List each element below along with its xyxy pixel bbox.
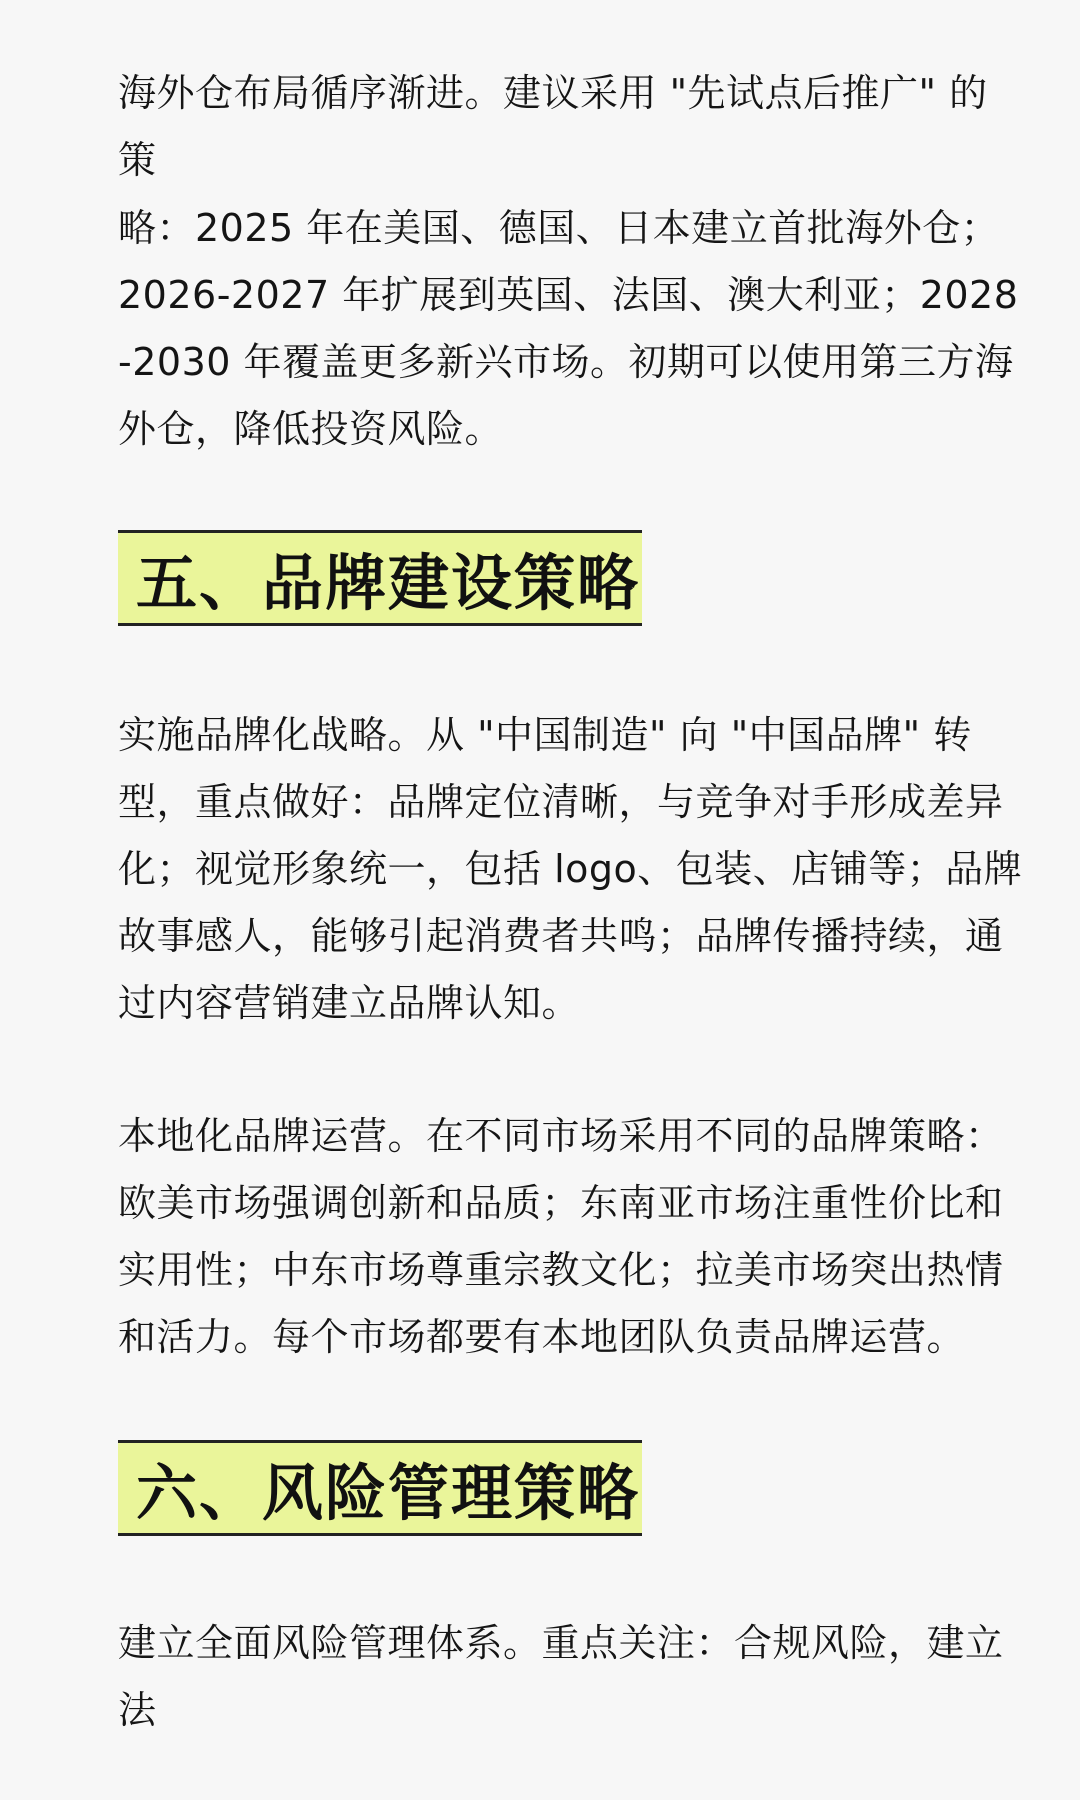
section-heading-brand-strategy: 五、品牌建设策略 [118,530,642,626]
paragraph-warehouse-plan: 略：2025 年在美国、德国、日本建立首批海外仓；2026-2027 年扩展到英国、法国、澳大利亚；2028-2030 年覆盖更多新兴市场。初期可以使用第三方海外仓，降低投资风险。 [118,206,1019,451]
paragraph-risk-management: 建立全面风险管理体系。重点关注：合规风险，建立法 [118,1621,1004,1732]
paragraph-brand-strategy: 实施品牌化战略。从 "中国制造" 向 "中国品牌" 转型，重点做好：品牌定位清晰，与竞争对手形成差异化；视觉形象统一，包括 logo、包装、店铺等；品牌故事感人，能够引起消费者共鸣；品牌传播持续，通过内容营销建立品牌认知。 [118,713,1023,1025]
section-heading-risk-management: 六、风险管理策略 [118,1440,642,1536]
paragraph-warehouse-intro: 海外仓布局循序渐进。建议采用 "先试点后推广" 的策 [118,71,988,182]
paragraph-localized-branding: 本地化品牌运营。在不同市场采用不同的品牌策略：欧美市场强调创新和品质；东南亚市场注重性价比和实用性；中东市场尊重宗教文化；拉美市场突出热情和活力。每个市场都要有本地团队负责品牌运营。 [118,1114,1004,1359]
